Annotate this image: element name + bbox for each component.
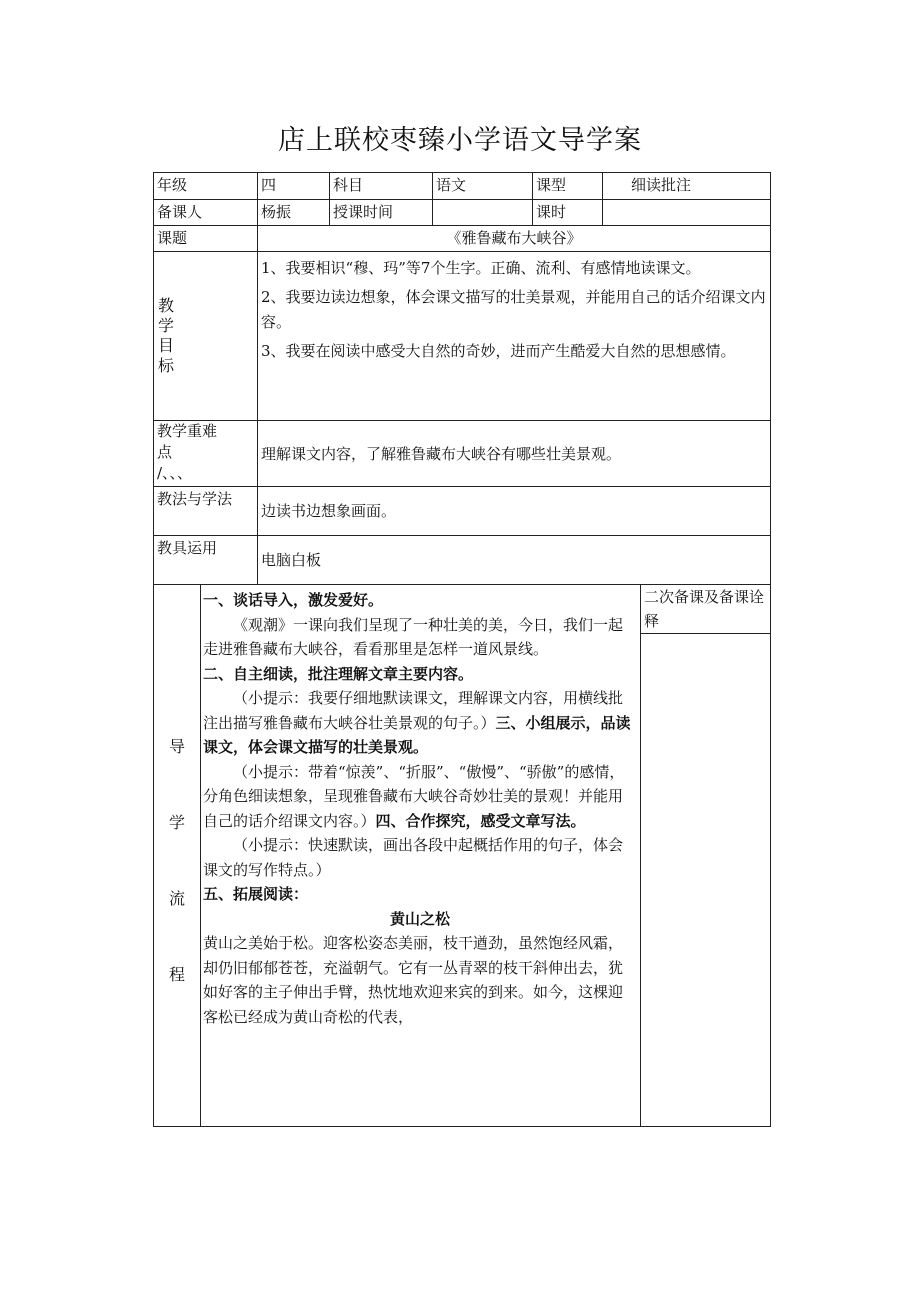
goals-label-char: 标 <box>158 356 175 375</box>
reading-title: 黄山之松 <box>390 909 451 928</box>
reading-text: 黄山之美始于松。迎客松姿态美丽，枝干遒劲，虽然饱经风霜，却仍旧郁郁苍苍，充溢朝气。它有一丛青翠的枝干斜伸出去，犹如好客的主子伸出手臂，热忱地欢迎来宾的到来。如今，这棵迎客松已经成为黄山奇松的代表， <box>203 934 624 1026</box>
section-heading: 五、拓展阅读： <box>203 885 309 903</box>
side-notes <box>641 634 771 1127</box>
type-value: 细读批注 <box>603 173 771 200</box>
goal-item: 3、我要在阅读中感受大自然的奇妙，进而产生酷爱大自然的思想感情。 <box>261 342 736 360</box>
section-text: （小提示：我要仔细地默读课文，理解课文内容，用横线批注出描写雅鲁藏布大峡谷壮美景观的句子。）三、小组展示，品读课文，体会课文描写的壮美景观。 <box>203 689 631 756</box>
key-points-value: 理解课文内容，了解雅鲁藏布大峡谷有哪些壮美景观。 <box>258 421 771 487</box>
methods-value: 边读书边想象画面。 <box>258 487 771 536</box>
goals-list <box>258 252 771 421</box>
flow-label-char: 流 <box>168 889 185 908</box>
time-value <box>433 200 533 226</box>
section-heading: 一、谈话导入，激发爱好。 <box>203 591 384 609</box>
section-text: 《观潮》一课向我们呈现了一种壮美的美，今日，我们一起走进雅鲁藏布大峡谷，看看那里是怎样一道风景线。 <box>203 615 624 658</box>
section-text: （小提示：快速默读，画出各段中起概括作用的句子，体会课文的写作特点。） <box>203 836 624 879</box>
hours-label: 课时 <box>533 200 603 226</box>
hours-value <box>603 200 771 226</box>
goals-label-char: 教 <box>158 296 175 315</box>
goal-item: 2、我要边读边想象，体会课文描写的壮美景观，并能用自己的话介绍课文内容。 <box>261 288 766 331</box>
topic-label: 课题 <box>154 226 258 252</box>
preparer-value: 杨振 <box>258 200 330 226</box>
key-points-label <box>154 421 258 487</box>
flow-label-char: 导 <box>168 737 185 756</box>
tools-value: 电脑白板 <box>258 536 771 585</box>
grade-label: 年级 <box>154 173 258 200</box>
preparer-label: 备课人 <box>154 200 258 226</box>
subject-value: 语文 <box>433 173 533 200</box>
section-heading: 四、合作探究，感受文章写法。 <box>375 811 586 830</box>
flow-label <box>154 585 201 1127</box>
tools-label: 教具运用 <box>154 536 258 585</box>
page-title: 店上联校枣臻小学语文导学案 <box>278 125 642 156</box>
goals-label <box>154 252 258 421</box>
side-header: 二次备课及备课诠释 <box>641 585 771 634</box>
flow-content <box>201 585 641 1127</box>
lesson-plan-table <box>153 172 771 1127</box>
methods-label: 教法与学法 <box>154 487 258 536</box>
flow-label-char: 学 <box>168 813 185 832</box>
key-points-label-line: 教学重难 <box>157 422 218 440</box>
section-heading: 三、小组展示，品读课文，体会课文描写的壮美景观。 <box>203 713 631 756</box>
key-points-label-line: /、、、 <box>157 464 193 482</box>
goals-label-char: 学 <box>158 316 175 335</box>
flow-label-char: 程 <box>168 965 185 984</box>
grade-value: 四 <box>258 173 330 200</box>
section-heading: 二、自主细读，批注理解文章主要内容。 <box>203 664 474 683</box>
type-label: 课型 <box>533 173 603 200</box>
time-label: 授课时间 <box>330 200 433 226</box>
topic-value: 《雅鲁藏布大峡谷》 <box>258 226 771 252</box>
key-points-label-line: 点 <box>157 443 173 461</box>
subject-label: 科目 <box>330 173 433 200</box>
goal-item: 1、我要相识“穆、玛”等7个生字。正确、流利、有感情地读课文。 <box>261 259 701 277</box>
goals-label-char: 目 <box>158 336 175 355</box>
section-text: （小提示：带着“惊羡”、“折服”、“傲慢”、“骄傲”的感情，分角色细读想象，呈现雅鲁藏布大峡谷奇妙壮美的景观！并能用自己的话介绍课文内容。）四、合作探究，感受文章写法。 <box>203 762 625 830</box>
